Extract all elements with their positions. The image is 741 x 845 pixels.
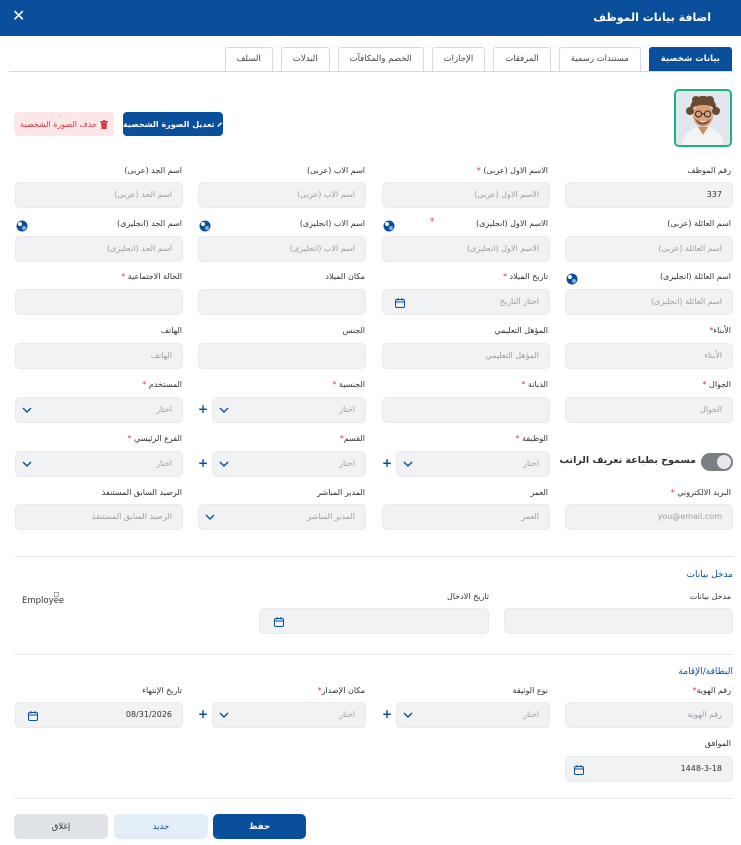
direct-manager-value: المدير المباشر bbox=[307, 512, 355, 521]
birthplace-input[interactable] bbox=[198, 289, 366, 315]
hijri-date-label: الموافق bbox=[704, 739, 731, 748]
employee-number-label: رقم الموظف bbox=[687, 166, 731, 175]
id-number-label: رقم الهوية* bbox=[692, 686, 731, 695]
dialog-header bbox=[0, 0, 741, 36]
tab-vacations[interactable]: الإجازات bbox=[432, 47, 486, 71]
entered-by-label: مدخل بيانات bbox=[689, 592, 731, 601]
first-name-ar-input[interactable]: الاسم الاول (عربى) bbox=[382, 182, 550, 208]
department-select[interactable] bbox=[212, 451, 366, 477]
delete-photo-label: حذف الصورة الشخصية bbox=[20, 119, 97, 129]
nationality-value: اختار bbox=[339, 405, 355, 414]
main-branch-label: الفرع الرئيسي * bbox=[127, 434, 182, 443]
family-name-en-input[interactable]: اسم العائلة (انجليزى) bbox=[565, 289, 733, 315]
mobile-input[interactable]: الجوال bbox=[565, 397, 733, 423]
email-input[interactable]: you@email.com bbox=[565, 504, 733, 530]
save-button[interactable]: حفظ bbox=[213, 814, 306, 839]
edit-photo-label: تعديل الصورة الشخصية bbox=[123, 119, 215, 129]
tab-bar bbox=[225, 47, 732, 71]
user-select[interactable] bbox=[15, 397, 183, 423]
marital-status-input[interactable] bbox=[15, 289, 183, 315]
main-branch-value: اختار bbox=[156, 459, 172, 468]
mobile-label: الجوال * bbox=[702, 380, 731, 389]
family-name-en-label: اسم العائلة (انجليزى) bbox=[659, 272, 731, 281]
birthdate-label: تاريخ الميلاد * bbox=[502, 272, 548, 281]
required-mark: * bbox=[430, 217, 435, 227]
section-divider bbox=[14, 556, 733, 557]
email-label: البريد الالكتروني * bbox=[670, 488, 731, 497]
edit-photo-button[interactable] bbox=[123, 112, 223, 136]
document-type-label: نوع الوثيقة bbox=[512, 686, 548, 695]
first-name-en-label: الاسم الاول (انجليزى) bbox=[476, 219, 548, 228]
chevron-down-icon bbox=[219, 405, 229, 415]
calendar-icon[interactable] bbox=[395, 298, 405, 308]
dialog-title: اضافة بيانات الموظف bbox=[593, 11, 711, 24]
department-label: القسم* bbox=[339, 434, 365, 443]
nationality-select[interactable] bbox=[212, 397, 366, 423]
education-input[interactable]: المؤهل التعليمي bbox=[382, 343, 550, 369]
translate-icon[interactable] bbox=[383, 220, 395, 232]
age-label: العمر bbox=[530, 488, 548, 497]
phone-input[interactable]: الهاتف bbox=[15, 343, 183, 369]
job-select[interactable] bbox=[396, 451, 550, 477]
previous-balance-label: الرصيد السابق المستنفذ bbox=[101, 488, 182, 497]
father-name-en-input[interactable]: اسم الاب (انجليزى) bbox=[198, 236, 366, 262]
toggle-knob bbox=[717, 455, 731, 469]
id-section-title: البطاقة/الإقامة bbox=[678, 667, 733, 677]
direct-manager-label: المدير المباشر bbox=[317, 488, 365, 497]
father-name-ar-label: اسم الاب (عربى) bbox=[307, 166, 365, 175]
issue-place-value: اختار bbox=[339, 710, 355, 719]
employee-image-alt bbox=[22, 596, 64, 606]
pencil-icon bbox=[217, 120, 223, 129]
chevron-down-icon bbox=[219, 710, 229, 720]
expiry-date-input[interactable] bbox=[15, 702, 183, 728]
job-value: اختار bbox=[523, 459, 539, 468]
chevron-down-icon bbox=[403, 710, 413, 720]
children-input[interactable]: الأبناء bbox=[565, 343, 733, 369]
phone-label: الهاتف bbox=[160, 326, 182, 335]
job-label: الوظيفة * bbox=[515, 434, 548, 443]
grandfather-name-ar-label: اسم الجد (عربى) bbox=[124, 166, 182, 175]
hijri-date-input[interactable] bbox=[565, 756, 733, 782]
chevron-down-icon bbox=[403, 459, 413, 469]
main-branch-select[interactable] bbox=[15, 451, 183, 477]
previous-balance-input[interactable]: الرصيد السابق المستنفذ bbox=[15, 504, 183, 530]
tab-attachments[interactable]: المرفقات bbox=[493, 47, 551, 71]
family-name-ar-label: اسم العائلة (عربى) bbox=[667, 219, 731, 228]
calendar-icon[interactable] bbox=[574, 765, 584, 775]
gender-label: الجنس bbox=[342, 326, 365, 335]
add-nationality-button[interactable]: + bbox=[198, 402, 209, 416]
avatar bbox=[674, 89, 732, 147]
broken-image-icon bbox=[54, 592, 59, 597]
age-input[interactable]: العمر bbox=[382, 504, 550, 530]
salary-print-label: مسموح بطباعة تعريف الراتب bbox=[559, 455, 696, 466]
first-name-en-input[interactable]: الاسم الاول (انجليزى) bbox=[382, 236, 550, 262]
children-label: الأبناء* bbox=[709, 326, 731, 335]
new-button[interactable]: جديد bbox=[114, 814, 208, 839]
expiry-date-value: 08/31/2026 bbox=[125, 710, 172, 719]
nationality-label: الجنسية * bbox=[332, 380, 365, 389]
entry-date-label: تاريخ الادخال bbox=[446, 592, 489, 601]
birthdate-input[interactable] bbox=[382, 289, 550, 315]
id-number-input[interactable]: رقم الهوية bbox=[565, 702, 733, 728]
calendar-icon[interactable] bbox=[28, 711, 38, 721]
entry-date-input[interactable] bbox=[259, 608, 489, 634]
birthdate-placeholder: اختار التاريخ bbox=[499, 297, 539, 306]
chevron-down-icon bbox=[219, 459, 229, 469]
tab-allowances[interactable]: البدلات bbox=[281, 47, 330, 71]
add-document-type-button[interactable]: + bbox=[382, 707, 393, 721]
issue-place-select[interactable] bbox=[212, 702, 366, 728]
entry-section-title: مدخل بيانات bbox=[686, 570, 733, 580]
footer-divider bbox=[14, 798, 733, 799]
tab-official-documents[interactable]: مستندات رسمية bbox=[559, 47, 641, 71]
user-value: اختار bbox=[156, 405, 172, 414]
chevron-down-icon bbox=[22, 459, 32, 469]
avatar-image bbox=[676, 91, 730, 145]
birthplace-label: مكان الميلاد bbox=[325, 272, 365, 281]
father-name-en-label: اسم الاب (انجليزى) bbox=[299, 219, 365, 228]
department-value: اختار bbox=[339, 459, 355, 468]
user-label: المستخدم * bbox=[142, 380, 182, 389]
hijri-date-value: 1448-3-18 bbox=[680, 764, 722, 773]
employee-number-input[interactable]: 337 bbox=[565, 182, 733, 208]
marital-status-label: الحالة الاجتماعية * bbox=[121, 272, 182, 281]
delete-photo-button[interactable] bbox=[14, 112, 114, 136]
add-department-button[interactable]: + bbox=[198, 456, 209, 470]
education-label: المؤهل التعليمي bbox=[494, 326, 548, 335]
document-type-select[interactable] bbox=[396, 702, 550, 728]
grandfather-name-ar-input[interactable]: اسم الجد (عربى) bbox=[15, 182, 183, 208]
translate-icon[interactable] bbox=[199, 220, 211, 232]
first-name-ar-label: الاسم الاول (عربى) * bbox=[476, 166, 548, 175]
family-name-ar-input[interactable]: اسم العائلة (عربى) bbox=[565, 236, 733, 262]
translate-icon[interactable] bbox=[566, 273, 578, 285]
calendar-icon[interactable] bbox=[274, 617, 284, 627]
translate-icon[interactable] bbox=[16, 220, 28, 232]
grandfather-name-en-label: اسم الجد (انجليزى) bbox=[117, 219, 182, 228]
salary-print-toggle[interactable] bbox=[701, 453, 733, 471]
gender-input[interactable] bbox=[198, 343, 366, 369]
section-divider bbox=[14, 654, 733, 655]
document-type-value: اختار bbox=[523, 710, 539, 719]
tab-advances[interactable]: السلف bbox=[225, 47, 273, 71]
add-job-button[interactable]: + bbox=[382, 456, 393, 470]
close-button[interactable]: إغلاق bbox=[14, 814, 108, 839]
tab-deductions-rewards[interactable]: الخصم والمكافآت bbox=[338, 47, 424, 71]
issue-place-label: مكان الإصدار* bbox=[317, 686, 365, 695]
religion-input[interactable] bbox=[382, 397, 550, 423]
chevron-down-icon bbox=[22, 405, 32, 415]
trash-icon bbox=[100, 120, 108, 129]
tab-personal-data[interactable]: بيانات شخصية bbox=[649, 47, 732, 71]
grandfather-name-en-input[interactable]: اسم الجد (انجليزى) bbox=[15, 236, 183, 262]
father-name-ar-input[interactable]: اسم الاب (عربى) bbox=[198, 182, 366, 208]
direct-manager-select[interactable] bbox=[198, 504, 366, 530]
expiry-date-label: تاريخ الإنتهاء bbox=[142, 686, 182, 695]
chevron-down-icon bbox=[205, 512, 215, 522]
add-issue-place-button[interactable]: + bbox=[198, 707, 209, 721]
tab-divider bbox=[9, 71, 732, 72]
entered-by-input[interactable] bbox=[504, 608, 733, 634]
employee-text: Employee bbox=[22, 596, 65, 606]
religion-label: الديانة * bbox=[521, 380, 548, 389]
close-icon[interactable]: ✕ bbox=[12, 6, 26, 25]
